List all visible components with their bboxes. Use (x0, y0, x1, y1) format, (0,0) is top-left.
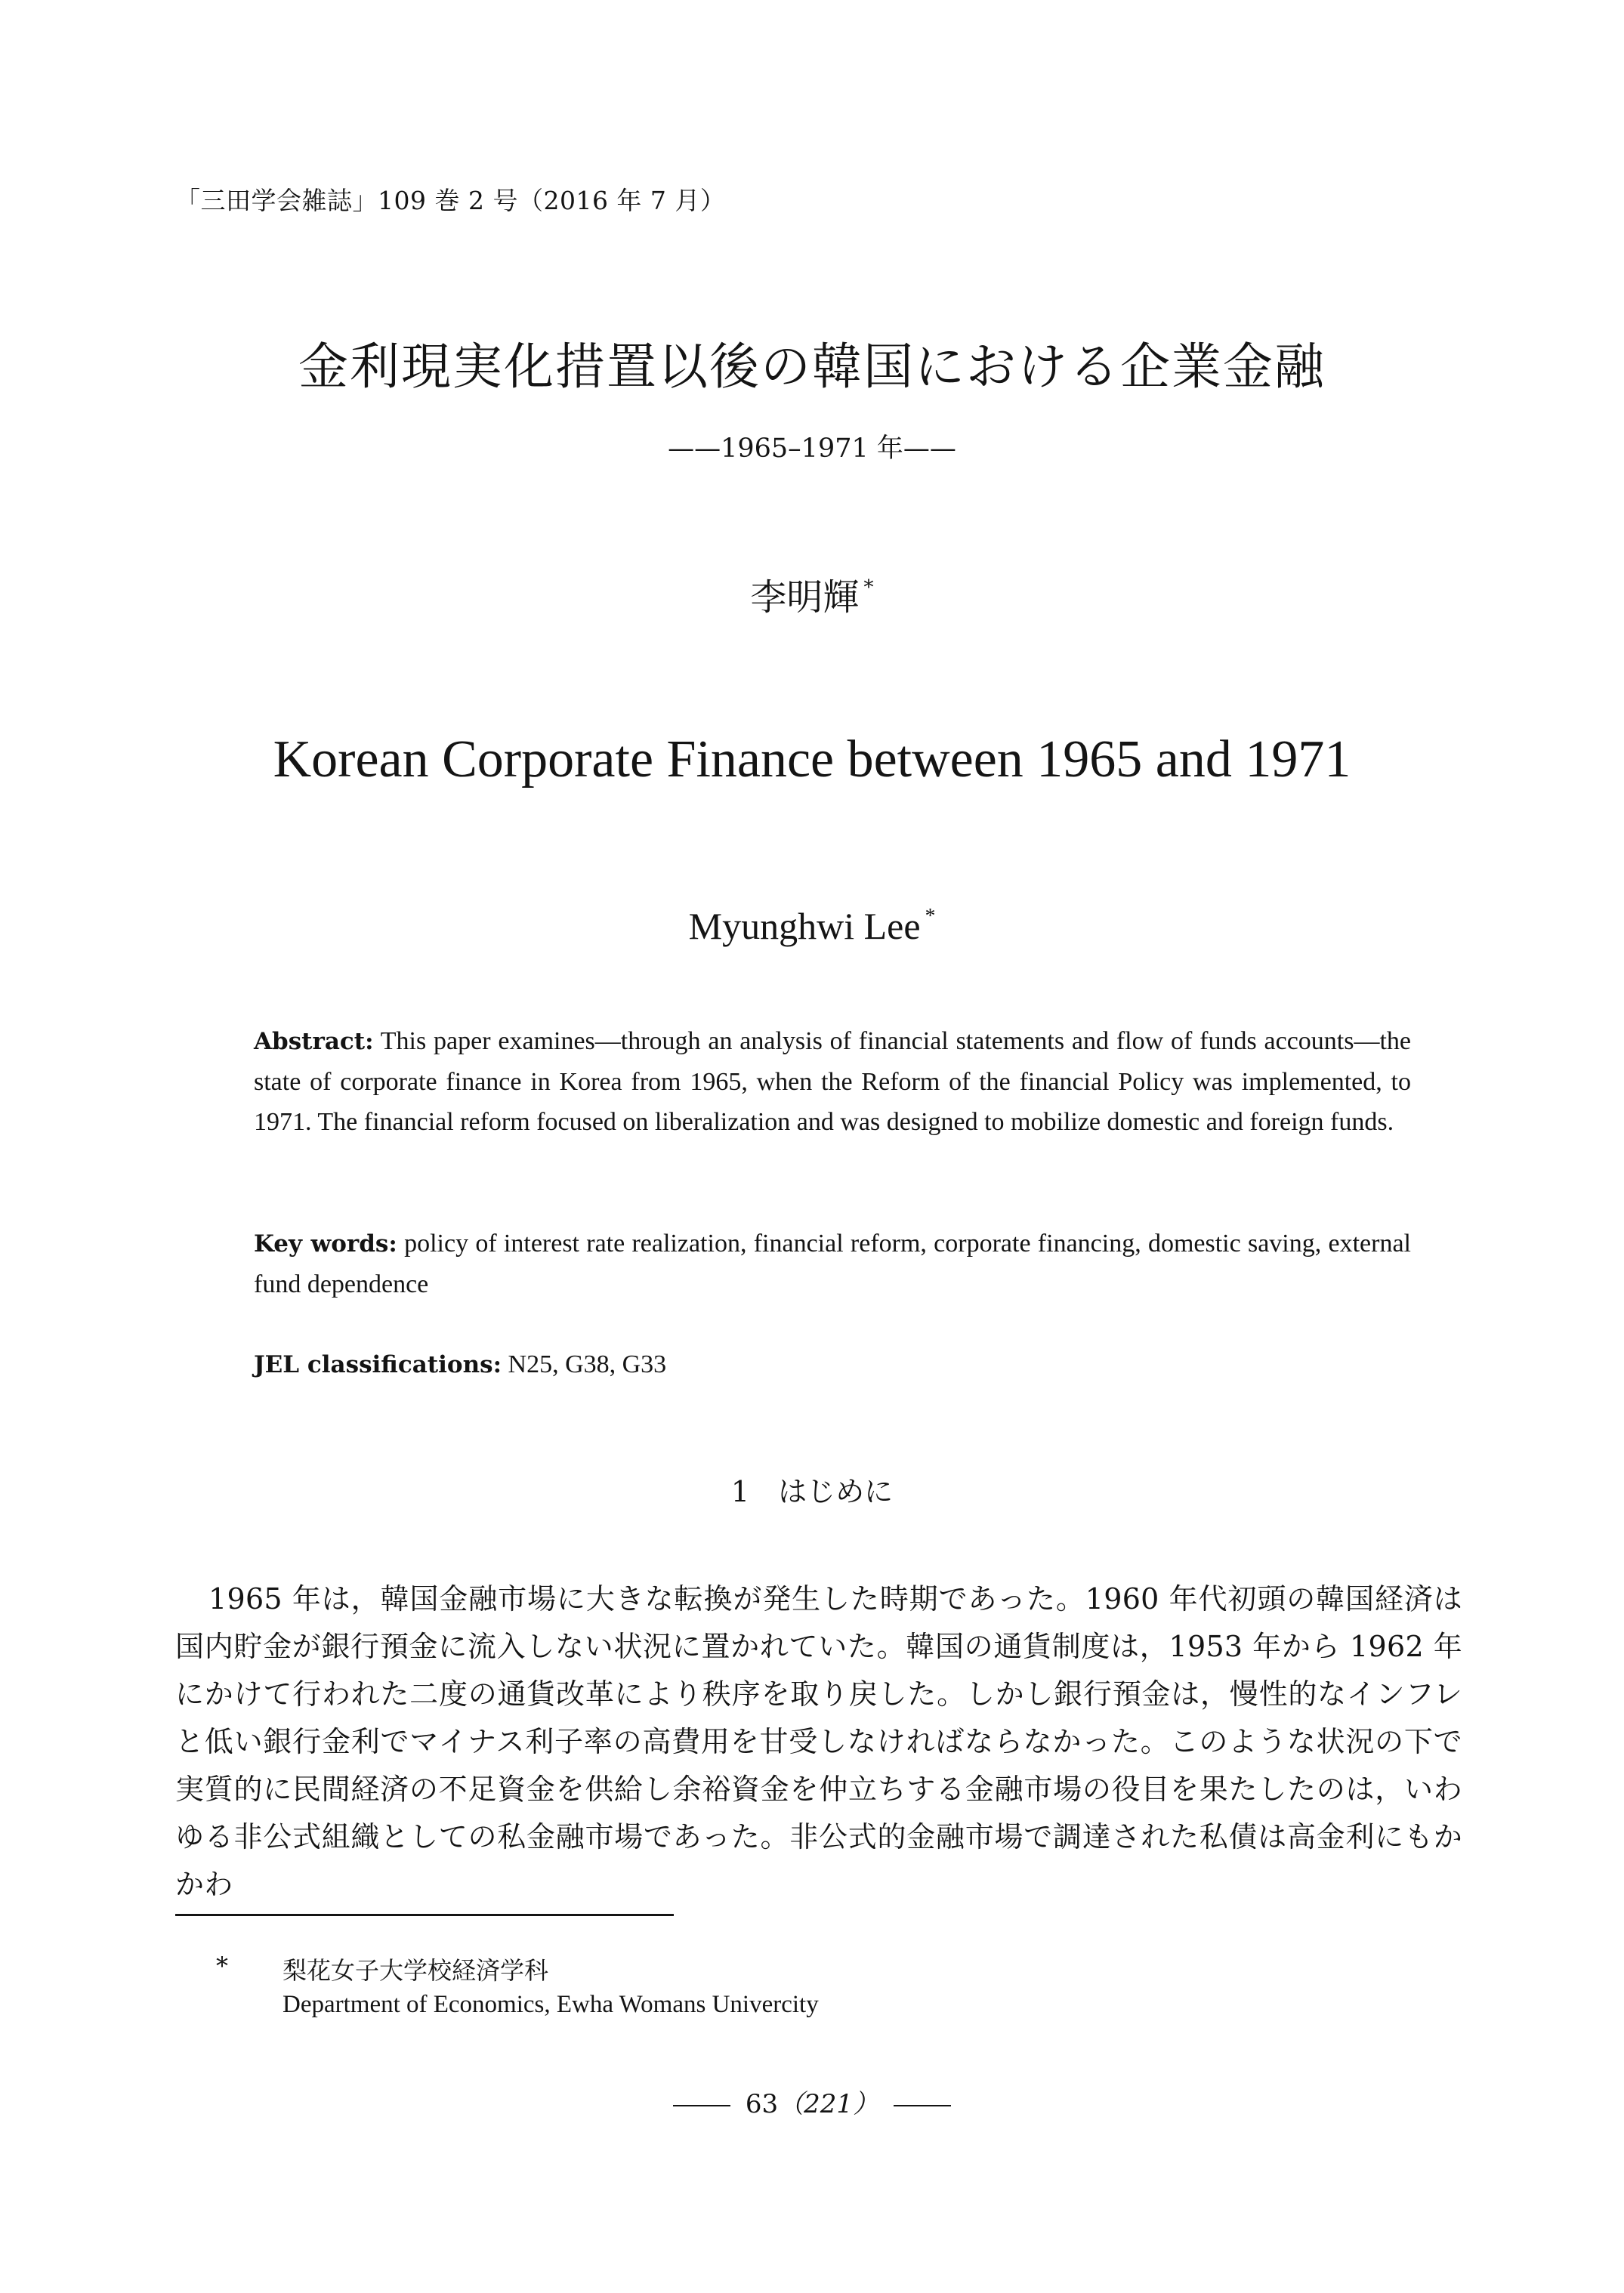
english-author (0, 903, 1624, 948)
japanese-author-name: 李明輝 (750, 576, 860, 619)
abstract-label: Abstract: (254, 1028, 374, 1055)
jel-text: N25, G38, G33 (508, 1350, 667, 1378)
footnote-mark: * (216, 1952, 228, 1980)
japanese-title: 金利現実化措置以後の韓国における企業金融 (298, 338, 1326, 396)
page-number (0, 2083, 1624, 2120)
jel-classifications (254, 1344, 1411, 1385)
english-author-name: Myunghwi Lee (688, 905, 921, 947)
japanese-author (0, 568, 1624, 620)
journal-citation: 「三田学会雑誌」109 巻 2 号（2016 年 7 月） (175, 186, 726, 215)
section-heading (0, 1468, 1624, 1510)
page-number-total: （221） (778, 2089, 879, 2119)
page-number-dash-left (673, 2105, 730, 2106)
jel-label: JEL classifications: (254, 1351, 502, 1378)
section-title: はじめに (778, 1475, 894, 1508)
footnote-affiliation-en: Department of Economics, Ewha Womans Univercity (283, 1991, 819, 2018)
keywords (254, 1224, 1411, 1304)
body-paragraph: 1965 年は，韓国金融市場に大きな転換が発生した時期であった。1960 年代初頭の韓国経済は国内貯金が銀行預金に流入しない状況に置かれていた。韓国の通貨制度は，1953 年から 1962 年にかけて行われた二度の通貨改革により秩序を取り戻した。しかし銀行預金は，慢性的なインフレと低い銀行金利でマイナス利子率の高費用を甘受しなければならなかった。このような状況の下で実質的に民間経済の不足資金を供給し余裕資金を仲立ちする金融市場の役目を果たしたのは，いわゆる非公式組織としての私金融市場であった。非公式的金融市場で調達された私債は高金利にもかかわ (175, 1582, 1462, 1901)
abstract (254, 1021, 1411, 1142)
japanese-subtitle: ——1965–1971 年—— (668, 434, 956, 464)
keywords-label: Key words: (254, 1230, 397, 1258)
japanese-author-footnote-mark: * (863, 575, 874, 599)
footnote-affiliation-ja: 梨花女子大学校経済学科 (283, 1956, 549, 1985)
keywords-text: policy of interest rate realization, financial reform, corporate financing, domestic saving, external fund dependence (254, 1230, 1411, 1298)
english-title: Korean Corporate Finance between 1965 and 1971 (273, 730, 1351, 789)
section-number: 1 (730, 1475, 750, 1508)
page-number-value: 63 (745, 2089, 779, 2119)
english-author-footnote-mark: * (925, 903, 936, 927)
abstract-text: This paper examines—through an analysis of financial statements and flow of funds accounts—the state of corporate finance in Korea from 1965, when the Reform of the financial Policy was implemented, to 1971. The financial reform focused on liberalization and was designed to mobilize domestic and foreign funds. (254, 1027, 1412, 1136)
page-number-dash-right (894, 2105, 951, 2106)
footnote-divider (175, 1914, 674, 1916)
